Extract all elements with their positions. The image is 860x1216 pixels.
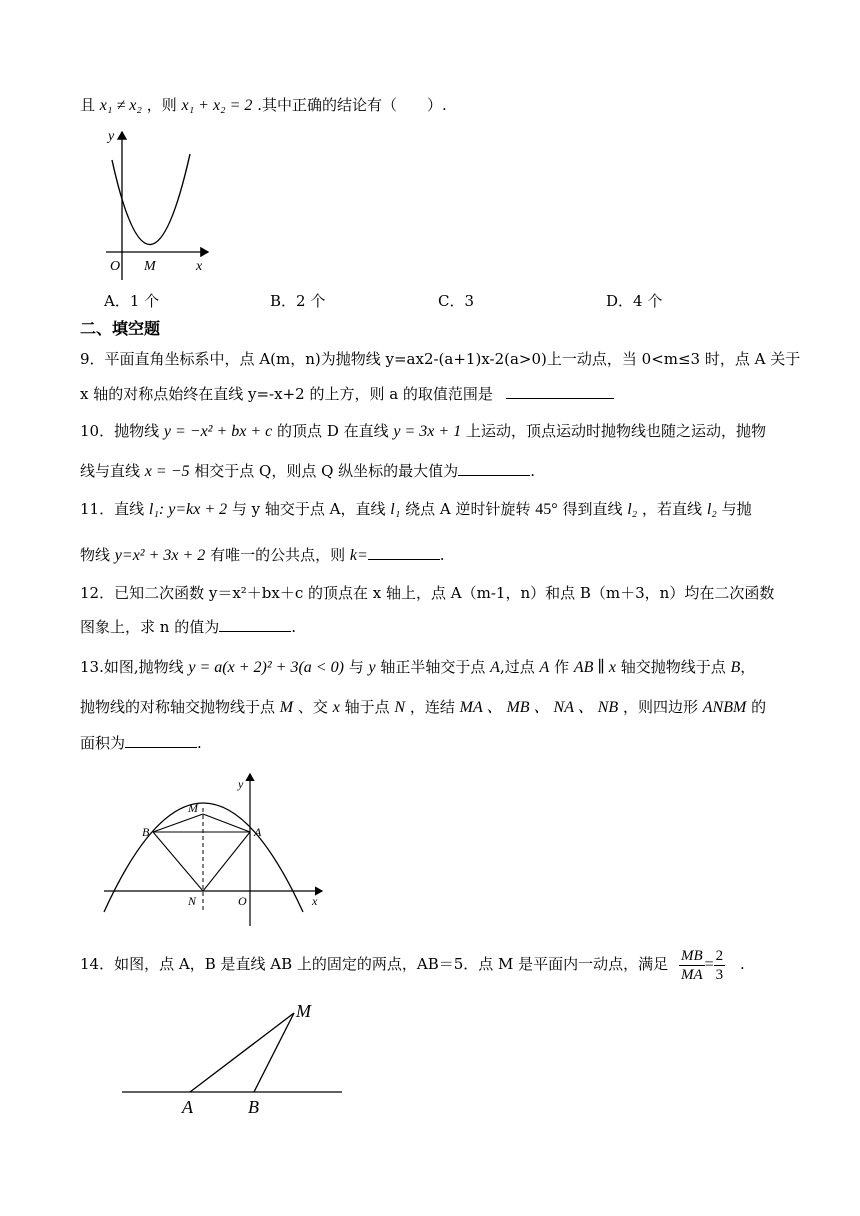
q11-text-3: 绕点 A 逆时针旋转: [405, 500, 531, 518]
q8-tail-suffix: .其中正确的结论有（ ）.: [257, 96, 447, 114]
q12-line-1: 12．已知二次函数 y＝x²＋bx＋c 的顶点在 x 轴上，点 A（m-1，n）和点 B（m＋3，n）均在二次函数: [80, 584, 775, 602]
q14-tail: .: [739, 955, 745, 973]
q11-expr-l1: l₁: y=kx + 2: [148, 501, 228, 518]
q13-line-1: [80, 656, 755, 679]
q8-parabola-curve: [112, 154, 190, 245]
q13-text-3: 轴正半轴交于点: [380, 658, 486, 676]
q12-line-2-text: 图象上，求 n 的值为: [80, 618, 220, 636]
q12-tail: .: [291, 618, 296, 636]
q10-expr-line: y = 3x + 1: [393, 423, 462, 440]
q10-line-2: [80, 460, 535, 483]
q13-expr-parabola: y = a(x + 2)² + 3(a < 0): [188, 659, 344, 676]
q13-segment-na: [203, 832, 250, 891]
q8-tail-prefix: 且: [80, 96, 96, 114]
q13-line-2: [80, 696, 766, 719]
q10-text-1: 10．抛物线: [80, 422, 160, 440]
q11-text-5: ，若直线: [642, 500, 703, 518]
q13-var-n: N: [394, 699, 406, 716]
q13-var-y: y: [368, 659, 376, 676]
q14-fraction-numerator: MB: [680, 947, 703, 964]
q11-answer-blank[interactable]: [368, 545, 440, 560]
q14-ratio-fraction: [679, 947, 705, 984]
q14-label-m: M: [296, 1001, 311, 1021]
q13-text-2: 与: [348, 658, 364, 676]
q8-option-a: [104, 290, 159, 312]
q14-label-a: A: [182, 1097, 193, 1117]
q11-expr-l2-ref: l₂: [706, 501, 717, 518]
q14-equals: =: [704, 956, 714, 973]
q14-value-numerator: 2: [715, 947, 724, 964]
q10-line-1: [80, 420, 766, 443]
q11-text-7: 物线: [80, 546, 111, 564]
q8-option-a-text: 1 个: [129, 292, 160, 310]
q11-text-6: 与抛: [721, 500, 752, 518]
q10-text-5: 相交于点 Q，则点 Q 纵坐标的最大值为: [194, 462, 459, 480]
q8-option-d-letter: D．: [606, 292, 634, 310]
q8-option-c-text: 3: [464, 292, 475, 310]
q13-text-9: 、交: [297, 698, 328, 716]
q8-option-b-letter: B．: [270, 292, 297, 310]
q11-text-4: 得到直线: [562, 500, 623, 518]
q13-var-x: x: [332, 699, 340, 716]
q14-fraction-denominator: MA: [680, 966, 703, 983]
q8-y-label: y: [108, 129, 115, 144]
q13-label-y: y: [238, 777, 244, 791]
q8-sep: ，则: [146, 96, 177, 114]
q11-expr-angle: 45°: [535, 501, 558, 518]
q11-expr-parabola: y=x² + 3x + 2: [114, 547, 206, 564]
q13-text-10: 轴于点: [344, 698, 390, 716]
q13-label-a: A: [254, 825, 262, 839]
q10-text-2: 的顶点 D 在直线: [277, 422, 389, 440]
q14-line-1: [80, 946, 745, 984]
q8-origin-label: O: [110, 259, 121, 274]
q13-var-a2: A: [539, 659, 550, 676]
q13-text-13: 的: [751, 698, 767, 716]
q8-option-a-letter: A．: [104, 292, 130, 310]
q13-segment-ma: [203, 814, 250, 832]
q14-label-b: B: [248, 1097, 259, 1117]
q13-answer-blank[interactable]: [125, 733, 197, 748]
q8-tail-line: [80, 94, 447, 117]
q13-var-segments: MA 、 MB 、 NA 、 NB: [459, 699, 619, 716]
q13-var-m: M: [279, 699, 294, 716]
q13-text-14: 面积为: [80, 734, 126, 752]
q13-text-1: 13.如图,抛物线: [80, 658, 184, 676]
q13-label-b: B: [142, 825, 150, 839]
q13-segment-nb: [153, 832, 203, 891]
q8-option-d: [606, 290, 662, 312]
q13-var-quad: ANBM: [702, 699, 747, 716]
q9-line-1: 9．平面直角坐标系中，点 A(m，n)为抛物线 y=ax2-(a+1)x-2(a>0)上一动点，当 0<m≤3 时，点 A 关于: [80, 350, 801, 368]
q10-text-3: 上运动，顶点运动时抛物线也随之运动，抛物: [465, 422, 766, 440]
q14-text-1: 14．如图，点 A，B 是直线 AB 上的固定的两点，AB＝5．点 M 是平面内一动点，满足: [80, 955, 669, 973]
q13-text-6: 轴交抛物线于点: [620, 658, 726, 676]
q13-var-a1: A: [490, 659, 500, 676]
q13-text-4: ,过点: [499, 658, 535, 676]
q11-expr-l1-ref: l₁: [390, 501, 401, 518]
q8-option-b-text: 2 个: [296, 292, 326, 310]
q14-segment-am: [190, 1013, 294, 1092]
q10-text-4: 线与直线: [80, 462, 141, 480]
q11-text-8: 有唯一的公共点，则: [210, 546, 346, 564]
q10-answer-blank[interactable]: [458, 461, 530, 476]
q14-value-denominator: 3: [715, 966, 724, 983]
q11-text-1: 11．直线: [80, 500, 145, 518]
q14-triangle-figure: [116, 995, 356, 1125]
q8-condition-1: x₁ ≠ x₂: [99, 97, 142, 114]
q11-line-1: [80, 498, 752, 521]
q13-label-x: x: [312, 894, 318, 908]
q14-segment-bm: [254, 1013, 294, 1092]
q13-tail: .: [197, 734, 202, 752]
q11-line-2: [80, 544, 445, 567]
q8-option-c: [438, 290, 474, 312]
q11-expr-l2: l₂: [627, 501, 638, 518]
q10-expr-x: x = −5: [144, 463, 190, 480]
q13-line-3: [80, 732, 202, 754]
q9-answer-blank[interactable]: [506, 384, 614, 399]
q8-option-b: [270, 290, 325, 312]
q13-text-11: ，连结: [409, 698, 455, 716]
q8-parabola-figure: [100, 122, 240, 282]
q14-value-fraction: [714, 947, 726, 984]
q12-line-2: [80, 616, 296, 638]
q13-text-12: ，则四边形: [622, 698, 698, 716]
q8-option-c-letter: C．: [438, 292, 465, 310]
q8-option-d-text: 4 个: [633, 292, 663, 310]
q10-text-6: .: [530, 462, 535, 480]
q11-text-9: .: [439, 546, 445, 564]
q11-text-2: 与 y 轴交于点 A，直线: [231, 500, 386, 518]
q8-condition-2: x₁ + x₂ = 2: [181, 97, 253, 114]
q13-text-7: ，: [740, 658, 756, 676]
q13-label-m: M: [188, 801, 198, 815]
q13-text-5: 作: [554, 658, 570, 676]
q11-expr-k: k=: [349, 547, 368, 564]
q13-text-8: 抛物线的对称轴交抛物线于点: [80, 698, 276, 716]
q13-label-o: O: [238, 894, 247, 908]
q12-answer-blank[interactable]: [219, 617, 291, 632]
q13-var-b: B: [730, 659, 741, 676]
q13-parabola-figure: [100, 770, 340, 930]
q10-expr-parabola: y = −x² + bx + c: [163, 423, 273, 440]
q9-line-2-text: x 轴的对称点始终在直线 y=-x+2 的上方，则 a 的取值范围是: [80, 385, 493, 403]
section-title: 二、填空题: [80, 319, 161, 338]
q8-vertex-label: M: [144, 259, 156, 274]
q13-var-ab-parallel: AB ∥ x: [573, 659, 616, 676]
q9-line-2: [80, 383, 614, 405]
q8-x-label: x: [196, 259, 203, 274]
q13-label-n: N: [188, 894, 197, 908]
